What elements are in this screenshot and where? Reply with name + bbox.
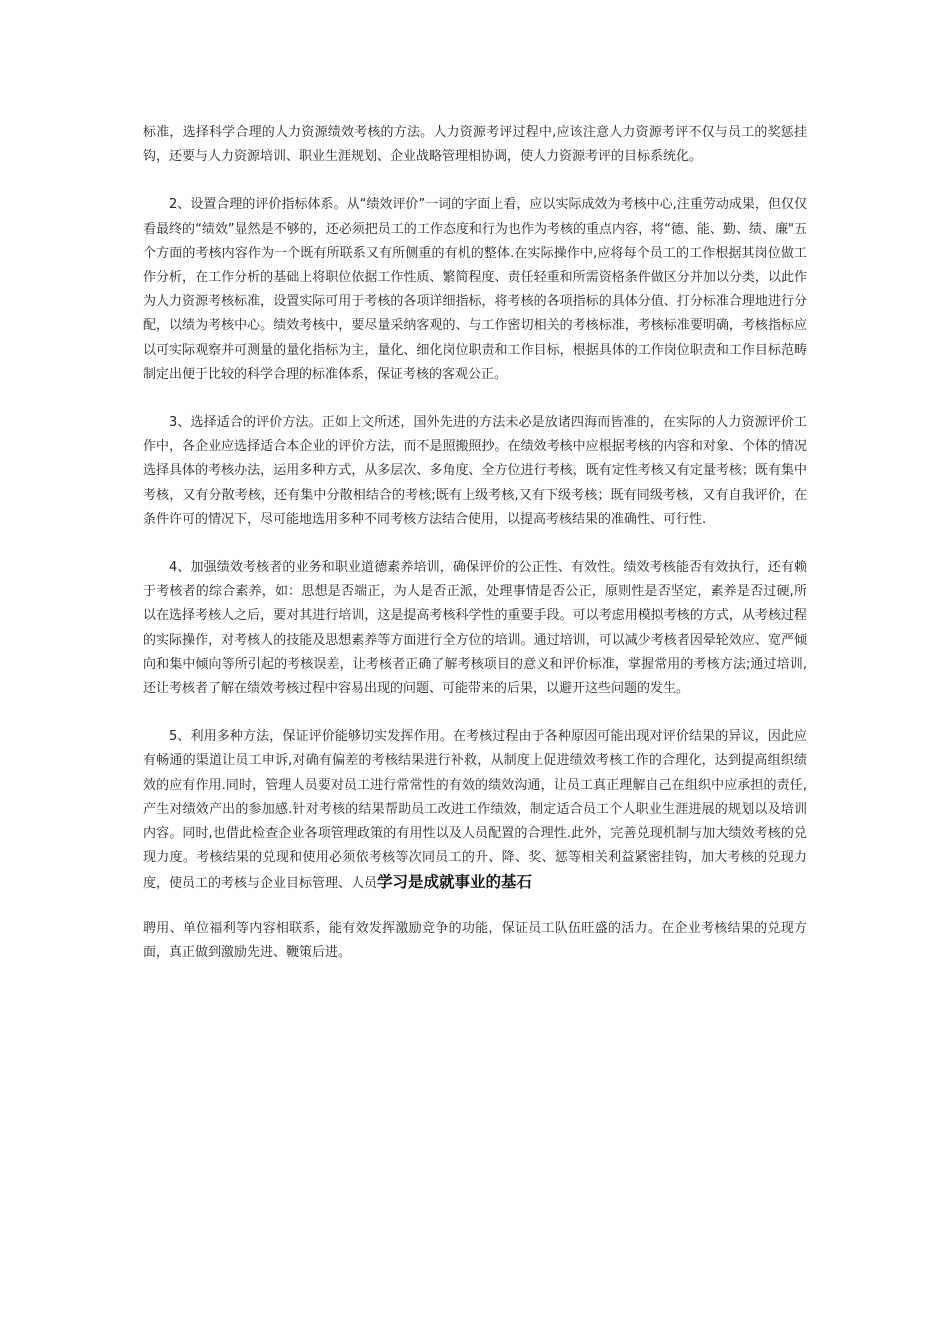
inline-heading: 学习是成就事业的基石 — [377, 873, 533, 892]
paragraph-tail: 聘用、单位福利等内容相联系，能有效发挥激励竞争的功能，保证员工队伍旺盛的活力。在企业考核结果的兑现方面，真正做到激励先进、鞭策后进。 — [143, 920, 807, 960]
paragraph-item-2: 2、设置合理的评价指标体系。从“绩效评价”一词的字面上看，应以实际成效为考核中心,注重劳动成果，但仅仅看最终的“绩效”显然是不够的，还必须把员工的工作态度和行为也作为考核的重点内容，将“德、能、勤、绩、廉"五个方面的考核内容作为一个既有所联系又有所侧重的有机的整体.在实际操作中,应将每个员工的工作根据其岗位做工作分析，在工作分析的基础上将职位依据工作性质、繁简程度、责任轻重和所需资格条件做区分并加以分类，以此作为人力资源考核标准，设置实际可用于考核的各项详细指标，将考核的各项指标的具体分值、打分标准合理地进行分配，以绩为考核中心。绩效考核中，要尽量采纳客观的、与工作密切相关的考核标准，考核标准要明确，考核指标应以可实际观察并可测量的量化指标为主，量化、细化岗位职责和工作目标，根据具体的工作岗位职责和工作目标范畴制定出便于比较的科学合理的标准体系，保证考核的客观公正。 — [143, 197, 807, 382]
paragraph-item-5-text: 5、利用多种方法，保证评价能够切实发挥作用。在考核过程由于各种原因可能出现对评价结果的异议，因此应有畅通的渠道让员工申诉,对确有偏差的考核结果进行补救，从制度上促进绩效考核工作的合理化，达到提高组织绩效的应有作用.同时，管理人员要对员工进行常常性的有效的绩效沟通，让员工真正理解自己在组织中应承担的责任,产生对绩效产出的参加感.针对考核的结果帮助员工改进工作绩效，制定适合员工个人职业生涯进展的规划以及培训内容。同时,也借此检查企业各项管理政策的有用性以及人员配置的合理性.此外，完善兑现机制与加大绩效考核的兑现力度。考核结果的兑现和使用必须依考核等次同员工的升、降、奖、惩等相关利益紧密挂钩，加大考核的兑现力度，使员工的考核与企业目标管理、人员 — [143, 729, 807, 892]
paragraph-item-5 — [143, 725, 807, 896]
paragraph-intro-continuation: 标准，选择科学合理的人力资源绩效考核的方法。人力资源考评过程中,应该注意人力资源考评不仅与员工的奖惩挂钩，还要与人力资源培训、职业生涯规划、企业战略管理相协调，使人力资源考评的目标系统化。 — [143, 125, 807, 165]
paragraph-item-4: 4、加强绩效考核者的业务和职业道德素养培训，确保评价的公正性、有效性。绩效考核能否有效执行，还有赖于考核者的综合素养，如：思想是否端正，为人是否正派，处理事情是否公正，原则性是否坚定，素养是否过硬,所以在选择考核人之后，要对其进行培训，这是提高考核科学性的重要手段。可以考虑用模拟考核的方式，从考核过程的实际操作，对考核人的技能及思想素养等方面进行全方位的培训。通过培训，可以减少考核者因晕轮效应、宽严倾向和集中倾向等所引起的考核误差，让考核者正确了解考核项目的意义和评价标准，掌握常用的考核方法;通过培训,还让考核者了解在绩效考核过程中容易出现的问题、可能带来的后果，以避开这些问题的发生。 — [143, 560, 807, 697]
paragraph-item-3: 3、选择适合的评价方法。正如上文所述，国外先进的方法未必是放诸四海而皆准的，在实际的人力资源评价工作中，各企业应选择适合本企业的评价方法，而不是照搬照抄。在绩效考核中应根据考核的内容和对象、个体的情况选择具体的考核办法，运用多种方式，从多层次、多角度、全方位进行考核，既有定性考核又有定量考核；既有集中考核，又有分散考核，还有集中分散相结合的考核;既有上级考核,又有下级考核；既有同级考核，又有自我评价，在条件许可的情况下，尽可能地选用多种不同考核方法结合使用，以提高考核结果的准确性、可行性. — [143, 415, 807, 527]
document-body — [143, 121, 807, 989]
